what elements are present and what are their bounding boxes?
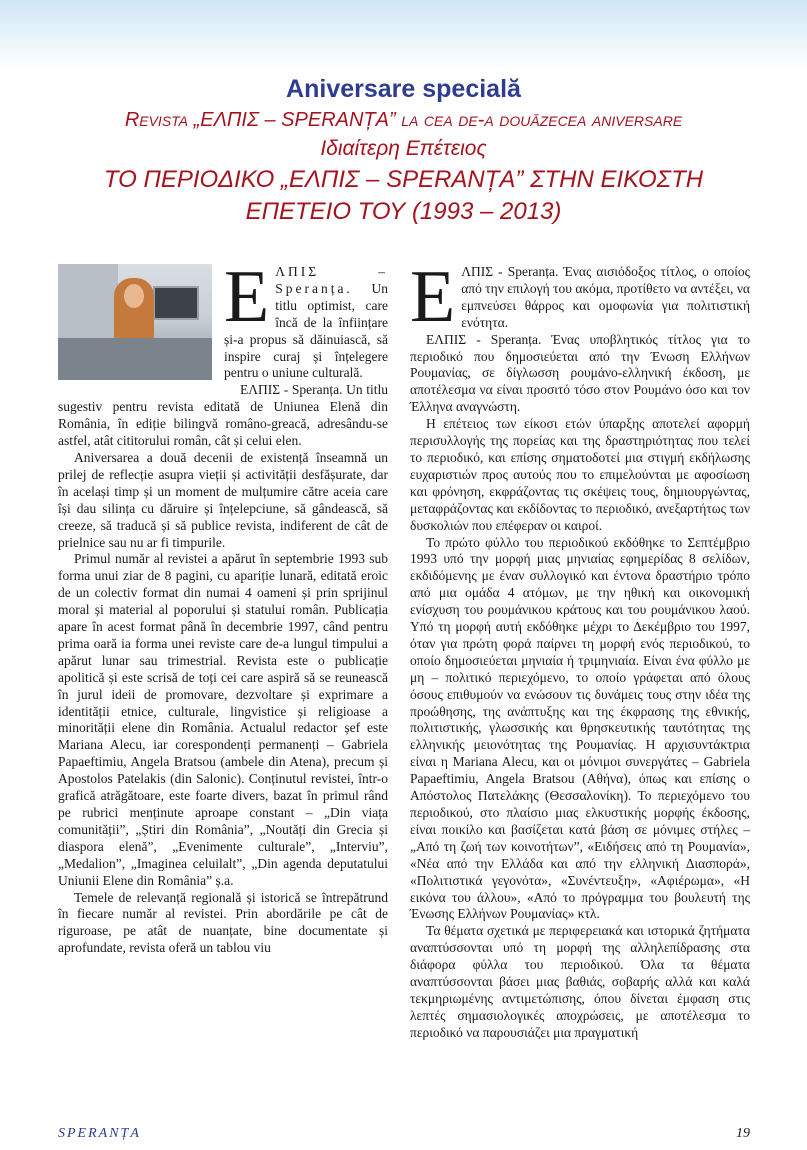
photo-monitor: [153, 286, 199, 320]
lead-paragraph-gr: [410, 256, 750, 338]
section-title-gr: Ιδιαίτερη Επέτειος: [320, 137, 487, 160]
paragraph-ro-4: Temele de relevanță regională și istorică se întrepătrund în fiecare număr al revistei. Prin abordările pe cât de riguroase, pe atât de nuanțate, bine documentate și aprofundate, revista oferă un tablou viu: [58, 889, 388, 956]
paragraph-ro-3: Primul număr al revistei a apărut în septembrie 1993 sub forma unui ziar de 8 pagini, cu apariție lunară, editată eroic de un colectiv format din numai 4 oameni și prin sprijinul moral și material al poporului și statului român. Publicația apare în acest format până în decembrie 1997, când pentru prima oară ia forma unei reviste care de-a lungul timpului a apărut lunar sau trimestrial. Revista este o publicație apolitică și este scrisă de toți cei care aspiră să se reunească în jurul ideii de promovare, dezvoltare și exprimare a identității etnice, culturale, lingvistice și religioase a minorității elene din România. Actualul redactor șef este Mariana Alecu, iar corespondenți permanenți – Gabriela Papaeftimiu, Angela Bratsou (ambele din Atena), precum și Apostolos Patelakis (din Salonic). Conținutul revistei, într-o grafică atrăgătoare, este foarte divers, bazat în primul rând pe rubrici menținute aproape constant – „Din viața comunității”, „Știri din România”, „Noutăți din Grecia și diaspora elenă”, „Evenimente culturale”, „Interviu”, „Medalion”, „Imaginea celuilalt”, „Din agenda deputatului Uniunii Elene din România” ș.a.: [58, 551, 388, 888]
footer-magazine-name: SPERANȚA: [58, 1126, 141, 1141]
section-title: Aniversare specială: [286, 75, 521, 103]
paragraph-gr-2: Η επέτειος των είκοσι ετών ύπαρξης αποτελεί αφορμή περισυλλογής της πορείας και της δραστηριότητας που τελεί το περιοδικό, και επίσης σηματοδοτεί μια στιγμή εκδήλωσης ευχαριστιών προς αυτούς που το επιμελούνται με αφοσίωση και φρόνηση, εκφράζοντας τις σκέψεις τους, δημιουργώντας, μεταφράζοντας και εκδίδοντας το περιοδικό, ανεξαρτήτως των δυσκολιών που επέφεραν οι καιροί.: [410, 416, 750, 533]
top-gradient-band: [0, 0, 807, 70]
article-title-gr-line1: ΤΟ ΠΕΡΙΟΔΙΚΟ „ΕΛΠΙΣ – SPERANȚA” ΣΤΗΝ ΕΙΚΟΣΤΗ: [103, 166, 704, 193]
paragraph-gr-3: Το πρώτο φύλλο του περιοδικού εκδόθηκε το Σεπτέμβριο 1993 υπό την μορφή μιας μηνιαίας εφημερίδας 8 σελίδων, εκδιδόμενης με έναν συλλογικό και έντονα δραστήριο τρόπο από μια ομάδα 4 ατόμων, με την ηθική και οικονομική ενίσχυση του ρουμάνικου κράτους και του ρουμάνικου λαού. Υπό τη μορφή αυτή εκδόθηκε μέχρι το Δεκέμβριο του 1997, όταν για πρώτη φορά παίρνει τη μορφή ενός περιοδικού, το οποίο δημοσιεύεται μηνιαία ή τριμηνιαία. Είναι ένα φύλλο με μη – πολιτικό περιεχόμενο, το οποίο γράφεται από όλους όσους επιθυμούν να ενώσουν τις δυνάμεις τους στην ιδέα της προώθησης, της ανάπτυξης και της έκφρασης της εθνικής, πολιτιστικής, γλωσσικής και θρησκευτικής ταυτότητας της ελληνικής μειονότητας της Ρουμανίας. Η αρχισυντάκτρια είναι η Mariana Alecu, και οι μόνιμοι συνεργάτες – Gabriela Papaeftimiu, Angela Bratsou (Αθήνα), όπως και επίσης ο Απόστολος Πατελάκης (Θεσσαλονίκη). Το περιεχόμενο του περιοδικού, στο πλαίσιο μιας ελκυστικής μορφής έκδοσης, είναι ποικίλο και βασίζεται κατά βάση σε μόνιμες στήλες – „Από τη ζωή των κοινοτήτων”, «Ειδήσεις από τη Ρουμανία», «Νέα από την Ελλάδα και από την ελληνική Διασπορά», «Πολιτιστικά γεγονότα», «Συνέντευξη», «Αφιέρωμα», «Η εικόνα του άλλου», «Από το πρόγραμμα του βουλευτή της Ένωσης Ελλήνων Ρουμανίας» κτλ.: [410, 534, 750, 922]
lead-text-gr: ΛΠΙΣ - Speranța. Ένας αισιόδοξος τίτλος, ο οποίος από την επιλογή του ακόμα, προτίθετο να αντέξει, να εμπνεύσει θάρρος και ομοφωνία για πολιτιστική ενότητα.: [461, 264, 750, 330]
greek-column: [410, 256, 750, 1042]
paragraph-gr-1: ΕΛΠΙΣ - Speranța. Ένας υποβλητικός τίτλος για το περιοδικό που δημοσιεύεται από την Ένωση Ελλήνων Ρουμανίας, σε δίγλωσση ρουμάνο-ελληνική έκδοση, με αποτέλεσμα να είναι προσιτό τόσο στον Ρουμάνο όσο και τον Έλληνα αναγνώστη.: [410, 331, 750, 415]
drop-cap-ro: E: [224, 256, 270, 338]
article-title-ro: Revista „ΕΛΠΙΣ – SPERANȚA” la cea de-a douăzecea aniversare: [124, 109, 683, 131]
editor-photo: [58, 264, 212, 380]
photo-face: [124, 284, 144, 308]
romanian-column: [58, 256, 388, 957]
drop-cap-gr: E: [410, 256, 456, 338]
paragraph-ro-2: Aniversarea a două decenii de existență înseamnă un prilej de reflecție asupra vieții și activității desfășurate, dar în același timp și un moment de mulțumire către aceia care își dau silința cu dăruire și înțelepciune, să gândească, să creeze, să traducă și să publice revista, indiferent de cât de prielnice sau nu ar fi timpurile.: [58, 449, 388, 550]
paragraph-gr-4: Τα θέματα σχετικά με περιφερειακά και ιστορικά ζητήματα αναπτύσσονται υπό τη μορφή της αλληλεπίδρασης στα διάφορα φύλλα του περιοδικού. Όλα τα θέματα αναπτύσσονται βάσει μιας βαθιάς, σοβαρής αλλά και καλά τεκμηριωμένης αντιμετώπισης, όπου δίνεται έμφαση στις λεπτές σημασιολογικές αποχρώσεις, με αποτέλεσμα το περιοδικό να παρουσιάζει μια πραγματική: [410, 923, 750, 1040]
photo-desk: [58, 338, 212, 380]
footer-page-number: 19: [736, 1126, 750, 1141]
lead-text-ro: Un titlu optimist, care încă de la înființare și-a propus să dăinuiască, să inspire curaj și înțelegere pentru o uniune culturală.: [224, 280, 388, 381]
photo-shelf: [58, 264, 118, 334]
article-header: [0, 74, 807, 227]
paragraph-ro-1: ΕΛΠΙΣ - Speranța. Un titlu sugestiv pentru revista editată de Uniunea Elenă din România, în ediție bilingvă româno-greacă, adresându-se astfel, atât cititorului român, cât și celui elen.: [58, 382, 388, 449]
lead-spaced-ro: ΛΠΙΣ – Speranța.: [275, 264, 388, 296]
article-title-gr-line2: ΕΠΕΤΕΙΟ ΤΟΥ (1993 – 2013): [245, 198, 562, 225]
